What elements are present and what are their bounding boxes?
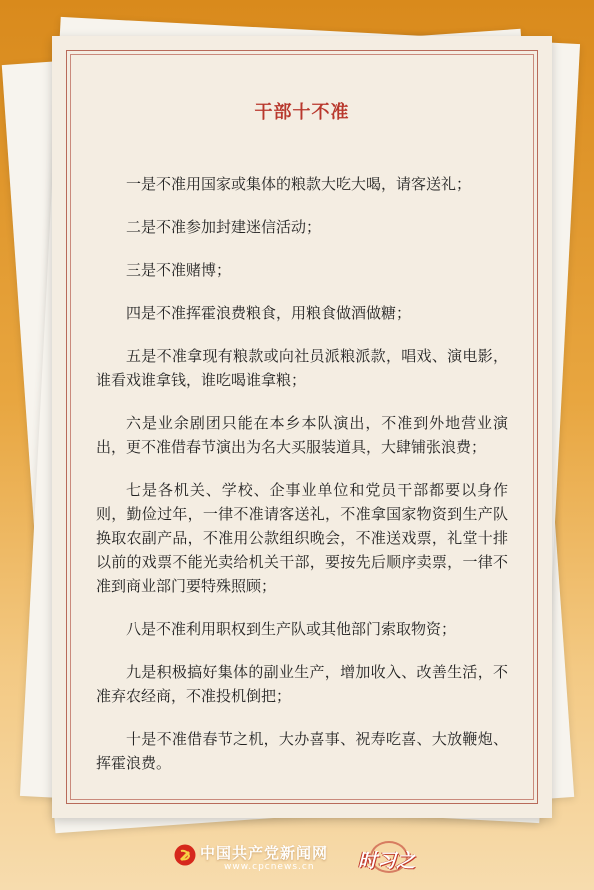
list-item: 九是积极搞好集体的副业生产，增加收入、改善生活，不准弃农经商，不准投机倒把； xyxy=(96,663,508,705)
party-emblem-icon xyxy=(174,844,196,866)
list-item: 三是不准赌博； xyxy=(126,261,232,279)
list-item: 八是不准利用职权到生产队或其他部门索取物资； xyxy=(126,620,457,638)
list-item: 四是不准挥霍浪费粮食，用粮食做酒做糖； xyxy=(126,304,412,322)
footer xyxy=(0,838,594,878)
document-body xyxy=(96,172,508,794)
list-item: 二是不准参加封建迷信活动； xyxy=(126,218,322,236)
org-name: 中国共产党新闻网 xyxy=(200,844,329,862)
column-logo: 时习之 xyxy=(358,850,416,872)
list-item: 六是业余剧团只能在本乡本队演出，不准到外地营业演出，更不准借春节演出为名大买服装道具，大肆铺张浪费； xyxy=(96,414,508,456)
list-item: 五是不准拿现有粮款或向社员派粮派款，唱戏、演电影，谁看戏谁拿钱，谁吃喝谁拿粮； xyxy=(96,347,508,389)
list-item: 十是不准借春节之机，大办喜事、祝寿吃喜、大放鞭炮、挥霍浪费。 xyxy=(96,730,508,772)
list-item: 一是不准用国家或集体的粮款大吃大喝，请客送礼； xyxy=(126,175,472,193)
list-item: 七是各机关、学校、企事业单位和党员干部都要以身作则，勤俭过年，一律不准请客送礼，不准拿国家物资到生产队换取农副产品，不准用公款组织晚会，不准送戏票，礼堂十排以前的戏票不能光卖给机关干部，要按先后顺序卖票，一律不准到商业部门要特殊照顾； xyxy=(96,481,508,595)
document-paper xyxy=(52,36,552,818)
document-title: 干部十不准 xyxy=(254,102,350,123)
org-url: www.cpcnews.cn xyxy=(224,862,315,872)
